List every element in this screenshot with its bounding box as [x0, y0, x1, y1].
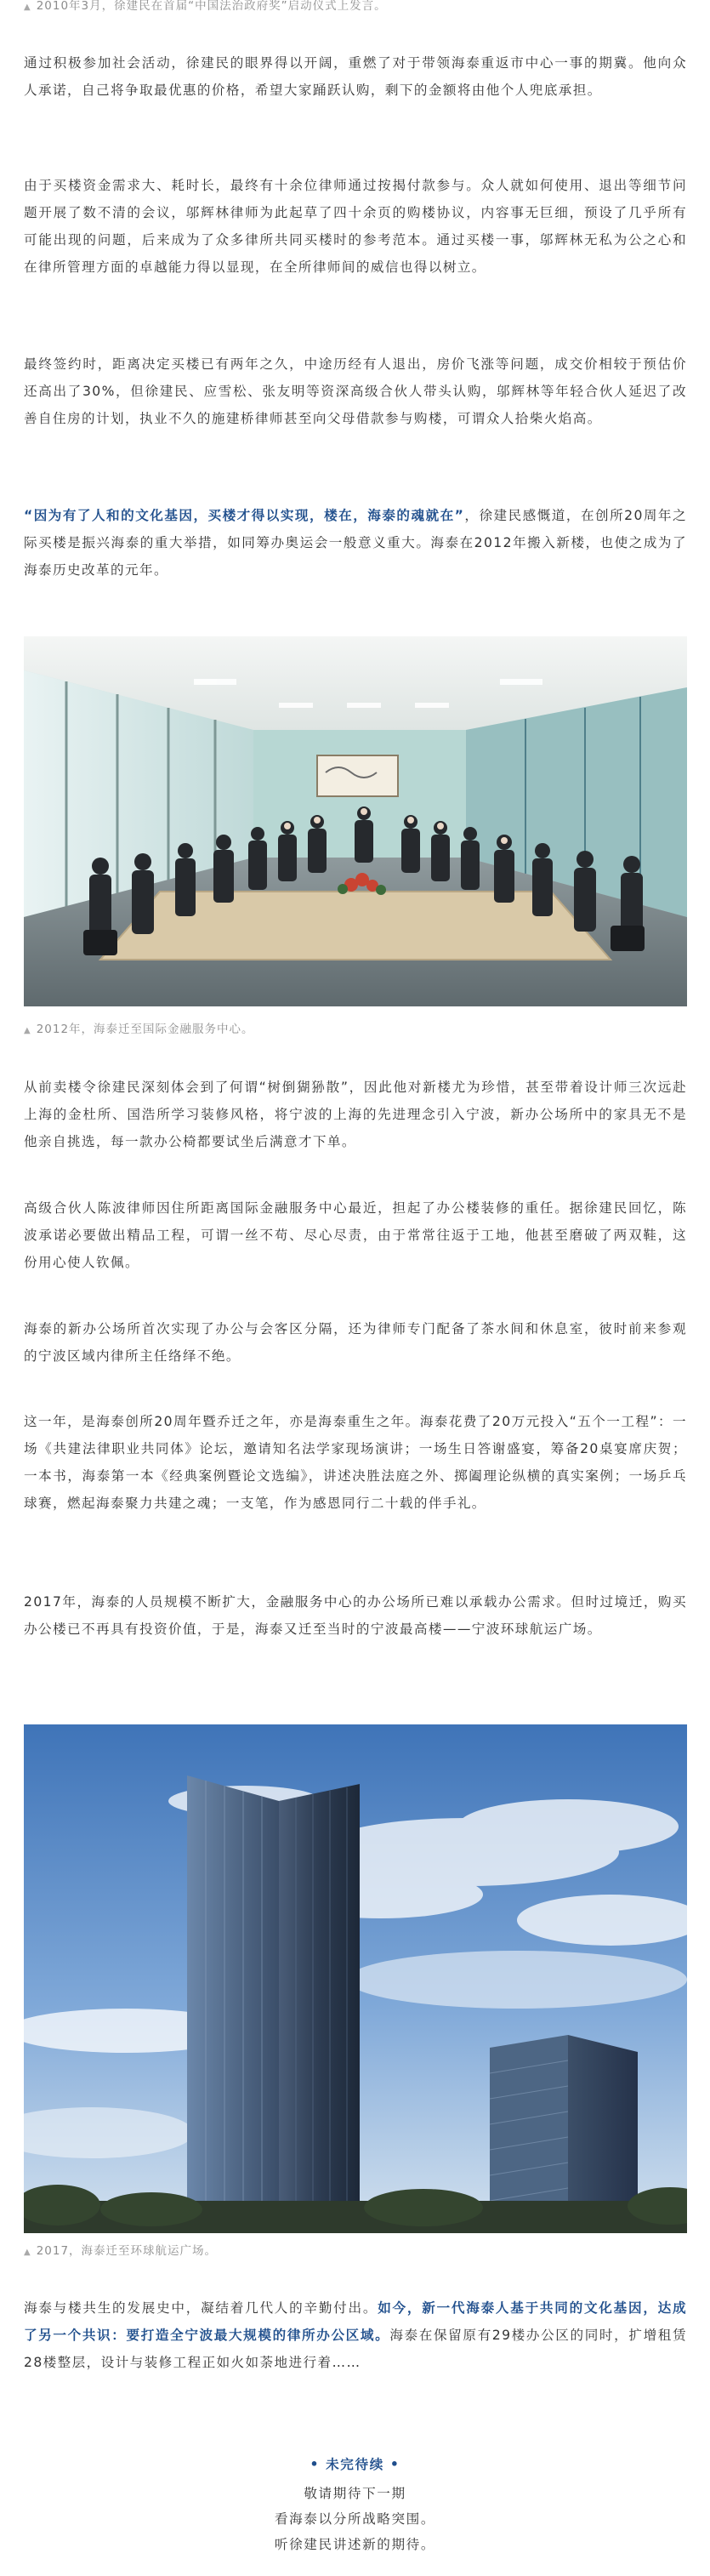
ending-line-3: 听徐建民讲述新的期待。: [274, 2537, 436, 2552]
paragraph-1: 通过积极参加社会活动，徐建民的眼界得以开阔，重燃了对于带领海泰重返市中心一事的期冀。他向众人承诺，自己将争取最优惠的价格，希望大家踊跃认购，剩下的金额将由他个人兜底承担。: [24, 55, 687, 98]
photo-meeting-room: [24, 636, 687, 1006]
paragraph-10-b: 海泰在保留原有29楼办公区的同时，扩增租赁28楼整层，设计与装修工程正如火如荼地进行着……: [24, 2328, 687, 2370]
photo-towers: [24, 1724, 687, 2233]
paragraph-7: 海泰的新办公场所首次实现了办公与会客区分隔，还为律师专门配备了茶水间和休息室，彼时前来参观的宁波区域内律所主任络绎不绝。: [24, 1321, 687, 1364]
paragraph-2: 由于买楼资金需求大、耗时长，最终有十余位律师通过按揭付款参与。众人就如何使用、退出等细节问题开展了数不清的会议，邬辉林律师为此起草了四十余页的购楼协议，内容事无巨细，预设了几乎所有可能出现的问题，后来成为了众多律所共同买楼时的参考范本。通过买楼一事，邬辉林无私为公之心和在律所管理方面的卓越能力得以显现，在全所律师间的威信也得以树立。: [24, 178, 687, 275]
ending-line-2: 看海泰以分所战略突围。: [274, 2511, 436, 2527]
caption-photo1: [24, 1021, 254, 1040]
triangle-icon: ▲: [24, 2248, 31, 2257]
paragraph-5: 从前卖楼令徐建民深刻体会到了何谓“树倒猢狲散”，因此他对新楼尤为珍惜，甚至带着设计师三次远赴上海的金杜所、国浩所学习装修风格，将宁波的上海的先进理念引入宁波，新办公场所中的家具无不是他亲自挑选，每一款办公椅都要试坐后满意才下单。: [24, 1080, 687, 1149]
triangle-icon: ▲: [24, 1026, 31, 1035]
paragraph-3: 最终签约时，距离决定买楼已有两年之久，中途历经有人退出，房价飞涨等问题，成交价相较于预估价还高出了30%，但徐建民、应雪松、张友明等资深高级合伙人带头认购，邬辉林等年轻合伙人延迟了改善自住房的计划，执业不久的施建桥律师甚至向父母借款参与购楼，可谓众人拾柴火焰高。: [24, 356, 687, 426]
to-be-continued: • 未完待续 •: [310, 2457, 400, 2472]
paragraph-6: 高级合伙人陈波律师因住所距离国际金融服务中心最近，担起了办公楼装修的重任。据徐建民回忆，陈波承诺必要做出精品工程，可谓一丝不苟、尽心尽责，由于常常往返于工地，他甚至磨破了两双鞋，这份用心使人钦佩。: [24, 1200, 687, 1270]
consensus-highlight: 如今，新一代海泰人基于共同的文化基因，达成了另一个共识：要打造全宁波最大规模的律所办公区域。: [24, 2300, 687, 2343]
caption-top-text: 2010年3月，徐建民在首届“中国法治政府奖”启动仪式上发言。: [36, 0, 387, 13]
meeting-room-image: [24, 636, 687, 1006]
triangle-icon: ▲: [24, 3, 31, 12]
paragraph-4-rest: ，徐建民感慨道，在创所20周年之际买楼是振兴海泰的重大举措，如同筹办奥运会一般意义重大。海泰在2012年搬入新楼，也使之成为了海泰历史改革的元年。: [24, 508, 687, 578]
quote-highlight: “因为有了人和的文化基因，买楼才得以实现，楼在，海泰的魂就在”: [24, 508, 465, 523]
caption-photo2: [24, 2243, 217, 2261]
caption-photo1-text: 2012年，海泰迁至国际金融服务中心。: [36, 1023, 254, 1036]
paragraph-10-a: 海泰与楼共生的发展史中，凝结着几代人的辛勤付出。: [24, 2300, 378, 2316]
paragraph-8: 这一年，是海泰创所20周年暨乔迁之年，亦是海泰重生之年。海泰花费了20万元投入“五个一工程”：一场《共建法律职业共同体》论坛，邀请知名法学家现场演讲；一场生日答谢盛宴，筹备20桌宴席庆贺；一本书，海泰第一本《经典案例暨论文选编》，讲述决胜法庭之外、掷阖理论纵横的真实案例；一场乒乓球赛，燃起海泰聚力共建之魂；一支笔，作为感恩同行二十载的伴手礼。: [24, 1414, 687, 1511]
ending-line-1: 敬请期待下一期: [304, 2486, 406, 2501]
paragraph-4: [24, 502, 687, 584]
towers-image: [24, 1724, 687, 2233]
caption-photo2-text: 2017，海泰迁至环球航运广场。: [36, 2244, 218, 2258]
ending-block: [0, 2452, 710, 2557]
paragraph-9: 2017年，海泰的人员规模不断扩大，金融服务中心的办公场所已难以承载办公需求。但时过境迁，购买办公楼已不再具有投资价值，于是，海泰又迁至当时的宁波最高楼——宁波环球航运广场。: [24, 1594, 687, 1637]
caption-top: [24, 0, 387, 16]
paragraph-10: [24, 2294, 687, 2376]
